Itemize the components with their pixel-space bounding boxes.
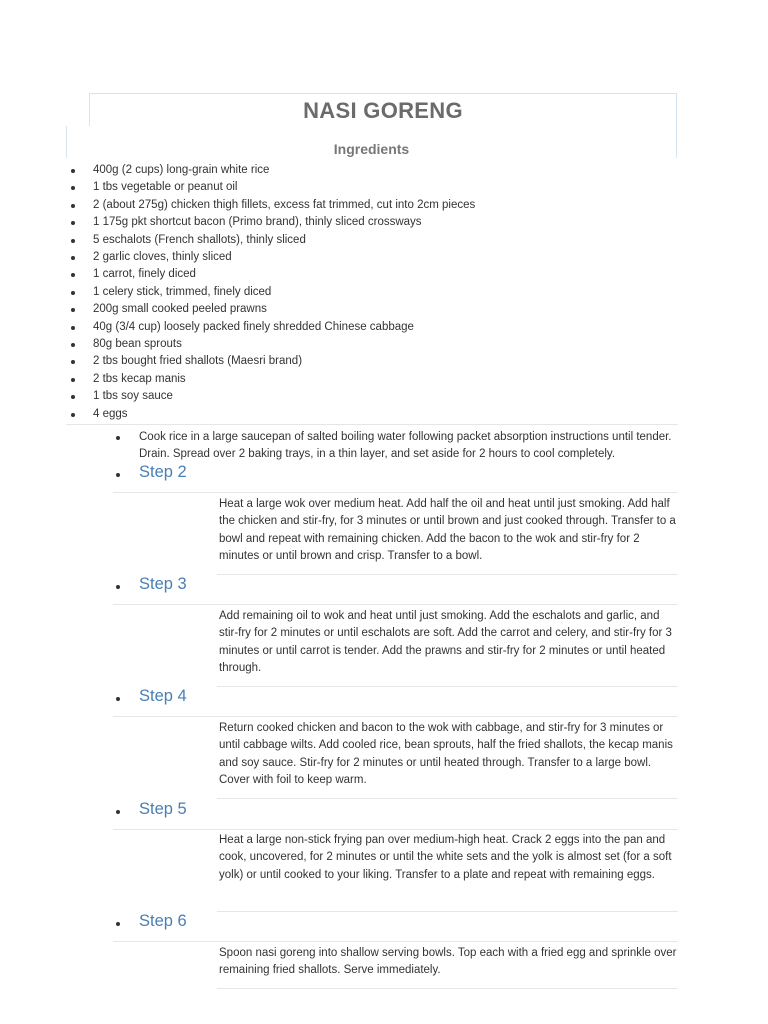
step-2-text: Heat a large wok over medium heat. Add half the oil and heat until just smoking. Add half the chicken and stir-fry, for 3 minutes or until brown and just cooked through. Transfer to a bowl and repeat with remaining chicken. Add the bacon to the wok and stir-fry for 2 minutes or until brown and crisp. Transfer to a bowl. — [219, 498, 676, 563]
ingredient-item: 1 celery stick, trimmed, finely diced — [66, 284, 678, 301]
ingredient-item: 2 (about 275g) chicken thigh fillets, excess fat trimmed, cut into 2cm pieces — [66, 197, 678, 214]
step-3-text: Add remaining oil to wok and heat until just smoking. Add the eschalots and garlic, and stir-fry for 2 minutes or until eschalots are soft. Add the carrot and celery, and stir-fry for 3 minutes or until carrot is tender. Add the prawns and stir-fry for 2 minutes or until heated through. — [219, 610, 672, 675]
divider — [113, 716, 678, 717]
step-5-text: Heat a large non-stick frying pan over medium-high heat. Crack 2 eggs into the pan and cook, uncovered, for 2 minutes or until the white sets and the yolk is almost set (for a soft yolk) or until cooked to your liking. Transfer to a plate and repeat with remaining eggs. — [219, 834, 672, 881]
list-bullet — [116, 697, 120, 701]
ingredient-item: 2 tbs kecap manis — [66, 371, 678, 388]
divider — [217, 988, 678, 989]
divider — [113, 829, 678, 830]
ingredients-heading: Ingredients — [333, 141, 410, 157]
step-6-text: Spoon nasi goreng into shallow serving bowls. Top each with a fried egg and sprinkle over remaining fried shallots. Serve immediately. — [219, 947, 677, 977]
step-2-heading: Step 2 — [139, 463, 187, 481]
ingredient-item: 2 garlic cloves, thinly sliced — [66, 249, 678, 266]
step-6-heading: Step 6 — [139, 912, 187, 930]
list-bullet — [116, 810, 120, 814]
ingredient-item: 1 carrot, finely diced — [66, 266, 678, 283]
divider — [217, 911, 678, 912]
step-5-heading: Step 5 — [139, 800, 187, 818]
ingredient-item: 1 tbs vegetable or peanut oil — [66, 179, 678, 196]
ingredient-item: 200g small cooked peeled prawns — [66, 301, 678, 318]
list-bullet — [116, 473, 120, 477]
ingredient-item: 1 tbs soy sauce — [66, 388, 678, 405]
list-bullet — [116, 922, 120, 926]
ingredient-item: 1 175g pkt shortcut bacon (Primo brand), thinly sliced crossways — [66, 214, 678, 231]
ingredient-item: 2 tbs bought fried shallots (Maesri brand) — [66, 353, 678, 370]
ingredient-item: 5 eschalots (French shallots), thinly sliced — [66, 232, 678, 249]
recipe-title: NASI GORENG — [303, 98, 463, 123]
ingredient-item: 40g (3/4 cup) loosely packed finely shredded Chinese cabbage — [66, 319, 678, 336]
divider — [113, 604, 678, 605]
ingredients-heading-box — [66, 126, 677, 158]
ingredient-item: 4 eggs — [66, 406, 678, 423]
ingredient-item: 400g (2 cups) long-grain white rice — [66, 162, 678, 179]
step-4-text: Return cooked chicken and bacon to the wok with cabbage, and stir-fry for 3 minutes or until cabbage wilts. Add cooled rice, bean sprouts, half the fried shallots, the kecap manis and soy sauce. Stir-fry for 2 minutes or until heated through. Transfer to a large bowl. Cover with foil to keep warm. — [219, 722, 673, 787]
ingredients-list — [66, 162, 678, 423]
list-bullet — [116, 436, 120, 440]
divider — [66, 424, 678, 425]
divider — [217, 798, 678, 799]
title-box — [89, 93, 677, 126]
step-3-heading: Step 3 — [139, 575, 187, 593]
ingredient-item: 80g bean sprouts — [66, 336, 678, 353]
divider — [217, 574, 678, 575]
divider — [113, 492, 678, 493]
step-4-heading: Step 4 — [139, 687, 187, 705]
list-bullet — [116, 585, 120, 589]
divider — [217, 686, 678, 687]
step-1-text: Cook rice in a large saucepan of salted boiling water following packet absorption instructions until tender. Drain. Spread over 2 baking trays, in a thin layer, and set aside for 2 hours to cool completely. — [139, 431, 672, 461]
divider — [113, 941, 678, 942]
